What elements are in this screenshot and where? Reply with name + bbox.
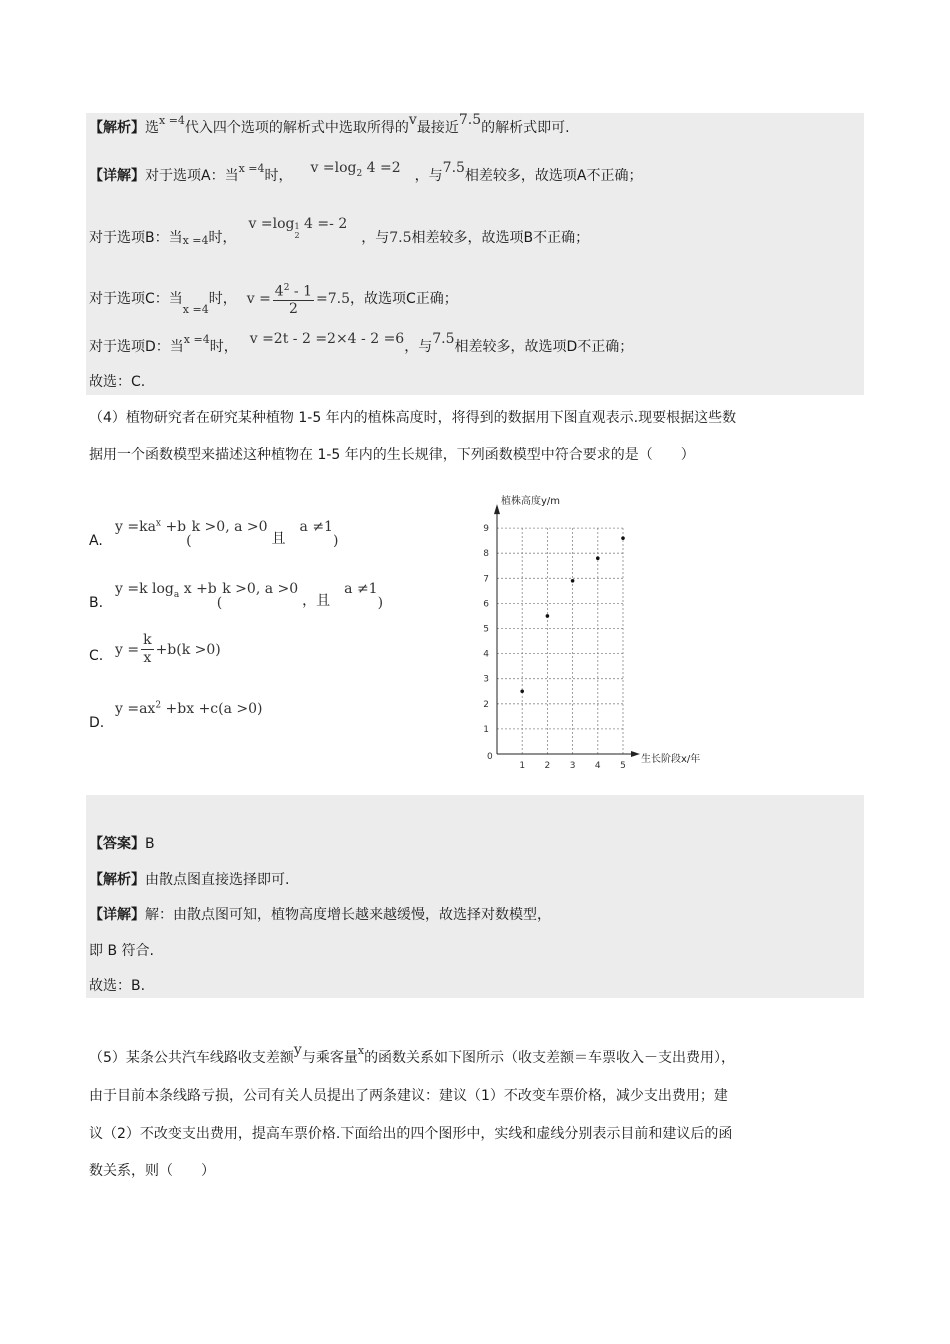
option-a[interactable]: $A.y =ka^x +b(k >0$, a >0且a ≠1) (89, 518, 339, 549)
option-d[interactable]: $D.y =ax^2 +bx +c(a >0)$ (89, 700, 263, 731)
y-axis-arrow-icon (494, 504, 500, 514)
x-tick-label: 5 (620, 761, 626, 771)
x-tick-label: 2 (544, 761, 551, 771)
y-tick-label: 6 (483, 599, 489, 610)
answer-tag: 【答案】 (89, 836, 145, 852)
y-tick-label: 9 (483, 524, 489, 535)
scatter-chart (470, 488, 720, 778)
question4-line2: 据用一个函数模型来描述这种植物在 1-5 年内的生长规律，下列函数模型中符合要求的是（ ） (89, 447, 695, 463)
detail-tag: 【详解】 (89, 168, 145, 184)
detail-option-d: 对于选项D：当$^{x =4}$时， v =2t - 2 =2×4 - 2 =6，与7.5相差较多，故选项D不正确； (89, 331, 634, 355)
conclusion-2: 故选：B. (89, 978, 146, 994)
detail-option-c: 对于选项C：当$_{x =4}$时， v = $\frac{4^2 - 1}{2}$ =7.5，故选项C正确； (89, 276, 458, 322)
y-tick-label: 5 (483, 624, 489, 635)
y-tick-label: 1 (483, 724, 489, 735)
y-tick-label: 3 (483, 674, 489, 685)
chart-x-axis-label: 生长阶段x/年 (641, 754, 701, 765)
question5-line1: （5）某条公共汽车线路收支差额y与乘客量$^x$的函数关系如下图所示（收支差额＝车票收入－支出费用）， (89, 1042, 736, 1066)
option-c[interactable]: C. y = $\frac{k}{x}$ +b(k >0) (89, 632, 221, 666)
data-point (546, 614, 550, 618)
data-point (520, 689, 524, 693)
solution-block-2 (86, 795, 864, 998)
x-tick-label: 1 (519, 761, 526, 771)
analysis-tag: 【解析】 (89, 120, 145, 136)
detail-line-2: 【详解】解：由散点图可知，植物高度增长越来越缓慢，故选择对数模型， (89, 907, 551, 923)
fraction-c: $\frac{4^2 - 1}{2}$ (273, 280, 314, 319)
answer-line (89, 834, 155, 854)
analysis-line: 【解析】选$^{x =4}$代入四个选项的解析式中选取所得的v最接近7.5的解析式即可. (89, 112, 570, 136)
conclusion-1: 故选：C. (89, 374, 146, 390)
y-tick-label: 4 (483, 649, 489, 660)
chart-grid (497, 528, 623, 754)
question5-line3: 议（2）不改变支出费用，提高车票价格.下面给出的四个图形中，实线和虚线分别表示目前和建议后的函 (89, 1126, 733, 1142)
question4-line1: （4）植物研究者在研究某种植物 1-5 年内的植株高度时，将得到的数据用下图直观表示.现要根据这些数 (89, 410, 737, 426)
data-point (596, 556, 600, 560)
chart-ticks (483, 524, 626, 771)
detail-option-a: 【详解】对于选项A：当$^{x =4}$时， $v =\log_2$ 4 =2 ，与7.5相差较多，故选项A不正确； (89, 160, 643, 184)
question5-line4: 数关系，则（ ） (89, 1163, 215, 1179)
detail-option-b: 对于选项B：当x =4时，v =log 1 2 4 =- 2，与7.5相差较多，故选项B不正确； (89, 216, 590, 247)
chart-y-axis-label: 植株高度y/m (501, 496, 561, 507)
y-tick-label: 8 (483, 549, 489, 560)
y-tick-label: 7 (483, 574, 489, 585)
y-tick-label: 2 (483, 699, 489, 710)
detail-line-2b: 即 B 符合. (89, 943, 154, 959)
analysis-line-2: 【解析】由散点图直接选择即可. (89, 872, 290, 888)
x-tick-label: 4 (594, 761, 601, 771)
x-tick-label: 3 (569, 761, 576, 771)
data-point (621, 536, 625, 540)
data-point (571, 579, 575, 583)
chart-origin-label: 0 (487, 752, 493, 762)
chart-axes (494, 504, 640, 757)
x-axis-arrow-icon (631, 751, 640, 757)
question5-line2: 由于目前本条线路亏损，公司有关人员提出了两条建议：建议（1）不改变车票价格，减少支出费用；建 (89, 1088, 728, 1104)
answer-value: B (145, 836, 155, 852)
fraction-k-over-x: $\frac{k}{x}$ (143, 632, 152, 666)
option-b[interactable]: B.y =k $\log_a x +b(k >0$, a >0，且a ≠1) (89, 581, 384, 611)
